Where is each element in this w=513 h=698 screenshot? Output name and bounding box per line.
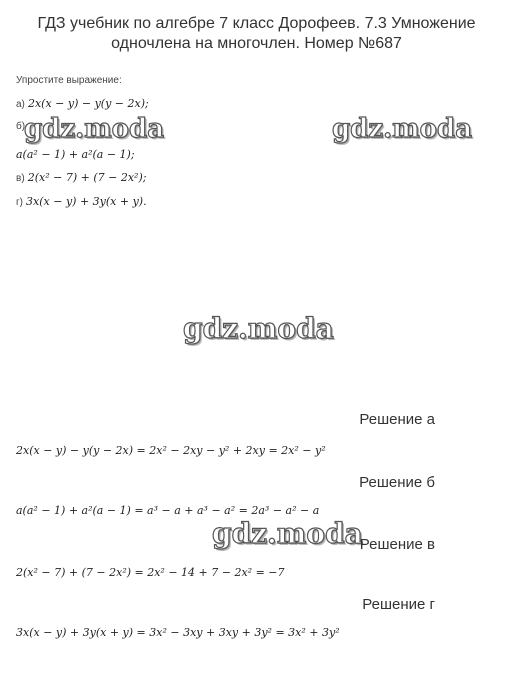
- title-line-1: ГДЗ учебник по алгебре 7 класс Дорофеев. 7.3 Умножение: [37, 15, 476, 32]
- task-item-expr: 3x(x − y) + 3y(x + y).: [26, 195, 147, 208]
- page-title: [0, 14, 513, 54]
- solution-expr-g: 3x(x − y) + 3y(x + y) = 3x² − 3xy + 3xy + 3y² = 3x² + 3y²: [16, 626, 340, 639]
- solution-heading-g: Решение г: [362, 596, 435, 613]
- watermark: gdz.moda: [332, 114, 473, 144]
- task-item-a: [16, 97, 149, 110]
- task-item-expr: 2x(x − y) − y(y − 2x);: [27, 97, 149, 110]
- task-item-expr: 2(x² − 7) + (7 − 2x²);: [27, 171, 147, 184]
- solution-expr-a: 2x(x − y) − y(y − 2x) = 2x² − 2xy − y² + 2xy = 2x² − y²: [16, 444, 326, 457]
- watermark: gdz.moda: [24, 114, 165, 144]
- task-item-b-expr: [16, 148, 135, 161]
- solution-expr-b: a(a² − 1) + a²(a − 1) = a³ − a + a³ − a² = 2a³ − a² − a: [16, 504, 320, 517]
- watermark: gdz.moda: [212, 517, 363, 550]
- task-item-g: [16, 195, 147, 208]
- task-item-v: [16, 171, 146, 184]
- task-item-label: а): [16, 99, 25, 110]
- title-line-2: одночлена на многочлен. Номер №687: [111, 35, 402, 52]
- solution-heading-v: Решение в: [359, 536, 435, 553]
- task-item-label: в): [16, 173, 25, 184]
- solution-heading-a: Решение а: [359, 411, 435, 428]
- task-instruction: Упростите выражение:: [16, 75, 122, 86]
- task-item-expr: a(a² − 1) + a²(a − 1);: [16, 148, 135, 161]
- watermark: gdz.moda: [183, 312, 334, 345]
- task-item-label: б): [16, 121, 26, 132]
- task-item-label: г): [16, 197, 23, 208]
- solution-heading-b: Решение б: [359, 474, 435, 491]
- solution-expr-v: 2(x² − 7) + (7 − 2x²) = 2x² − 14 + 7 − 2x² = −7: [16, 566, 285, 579]
